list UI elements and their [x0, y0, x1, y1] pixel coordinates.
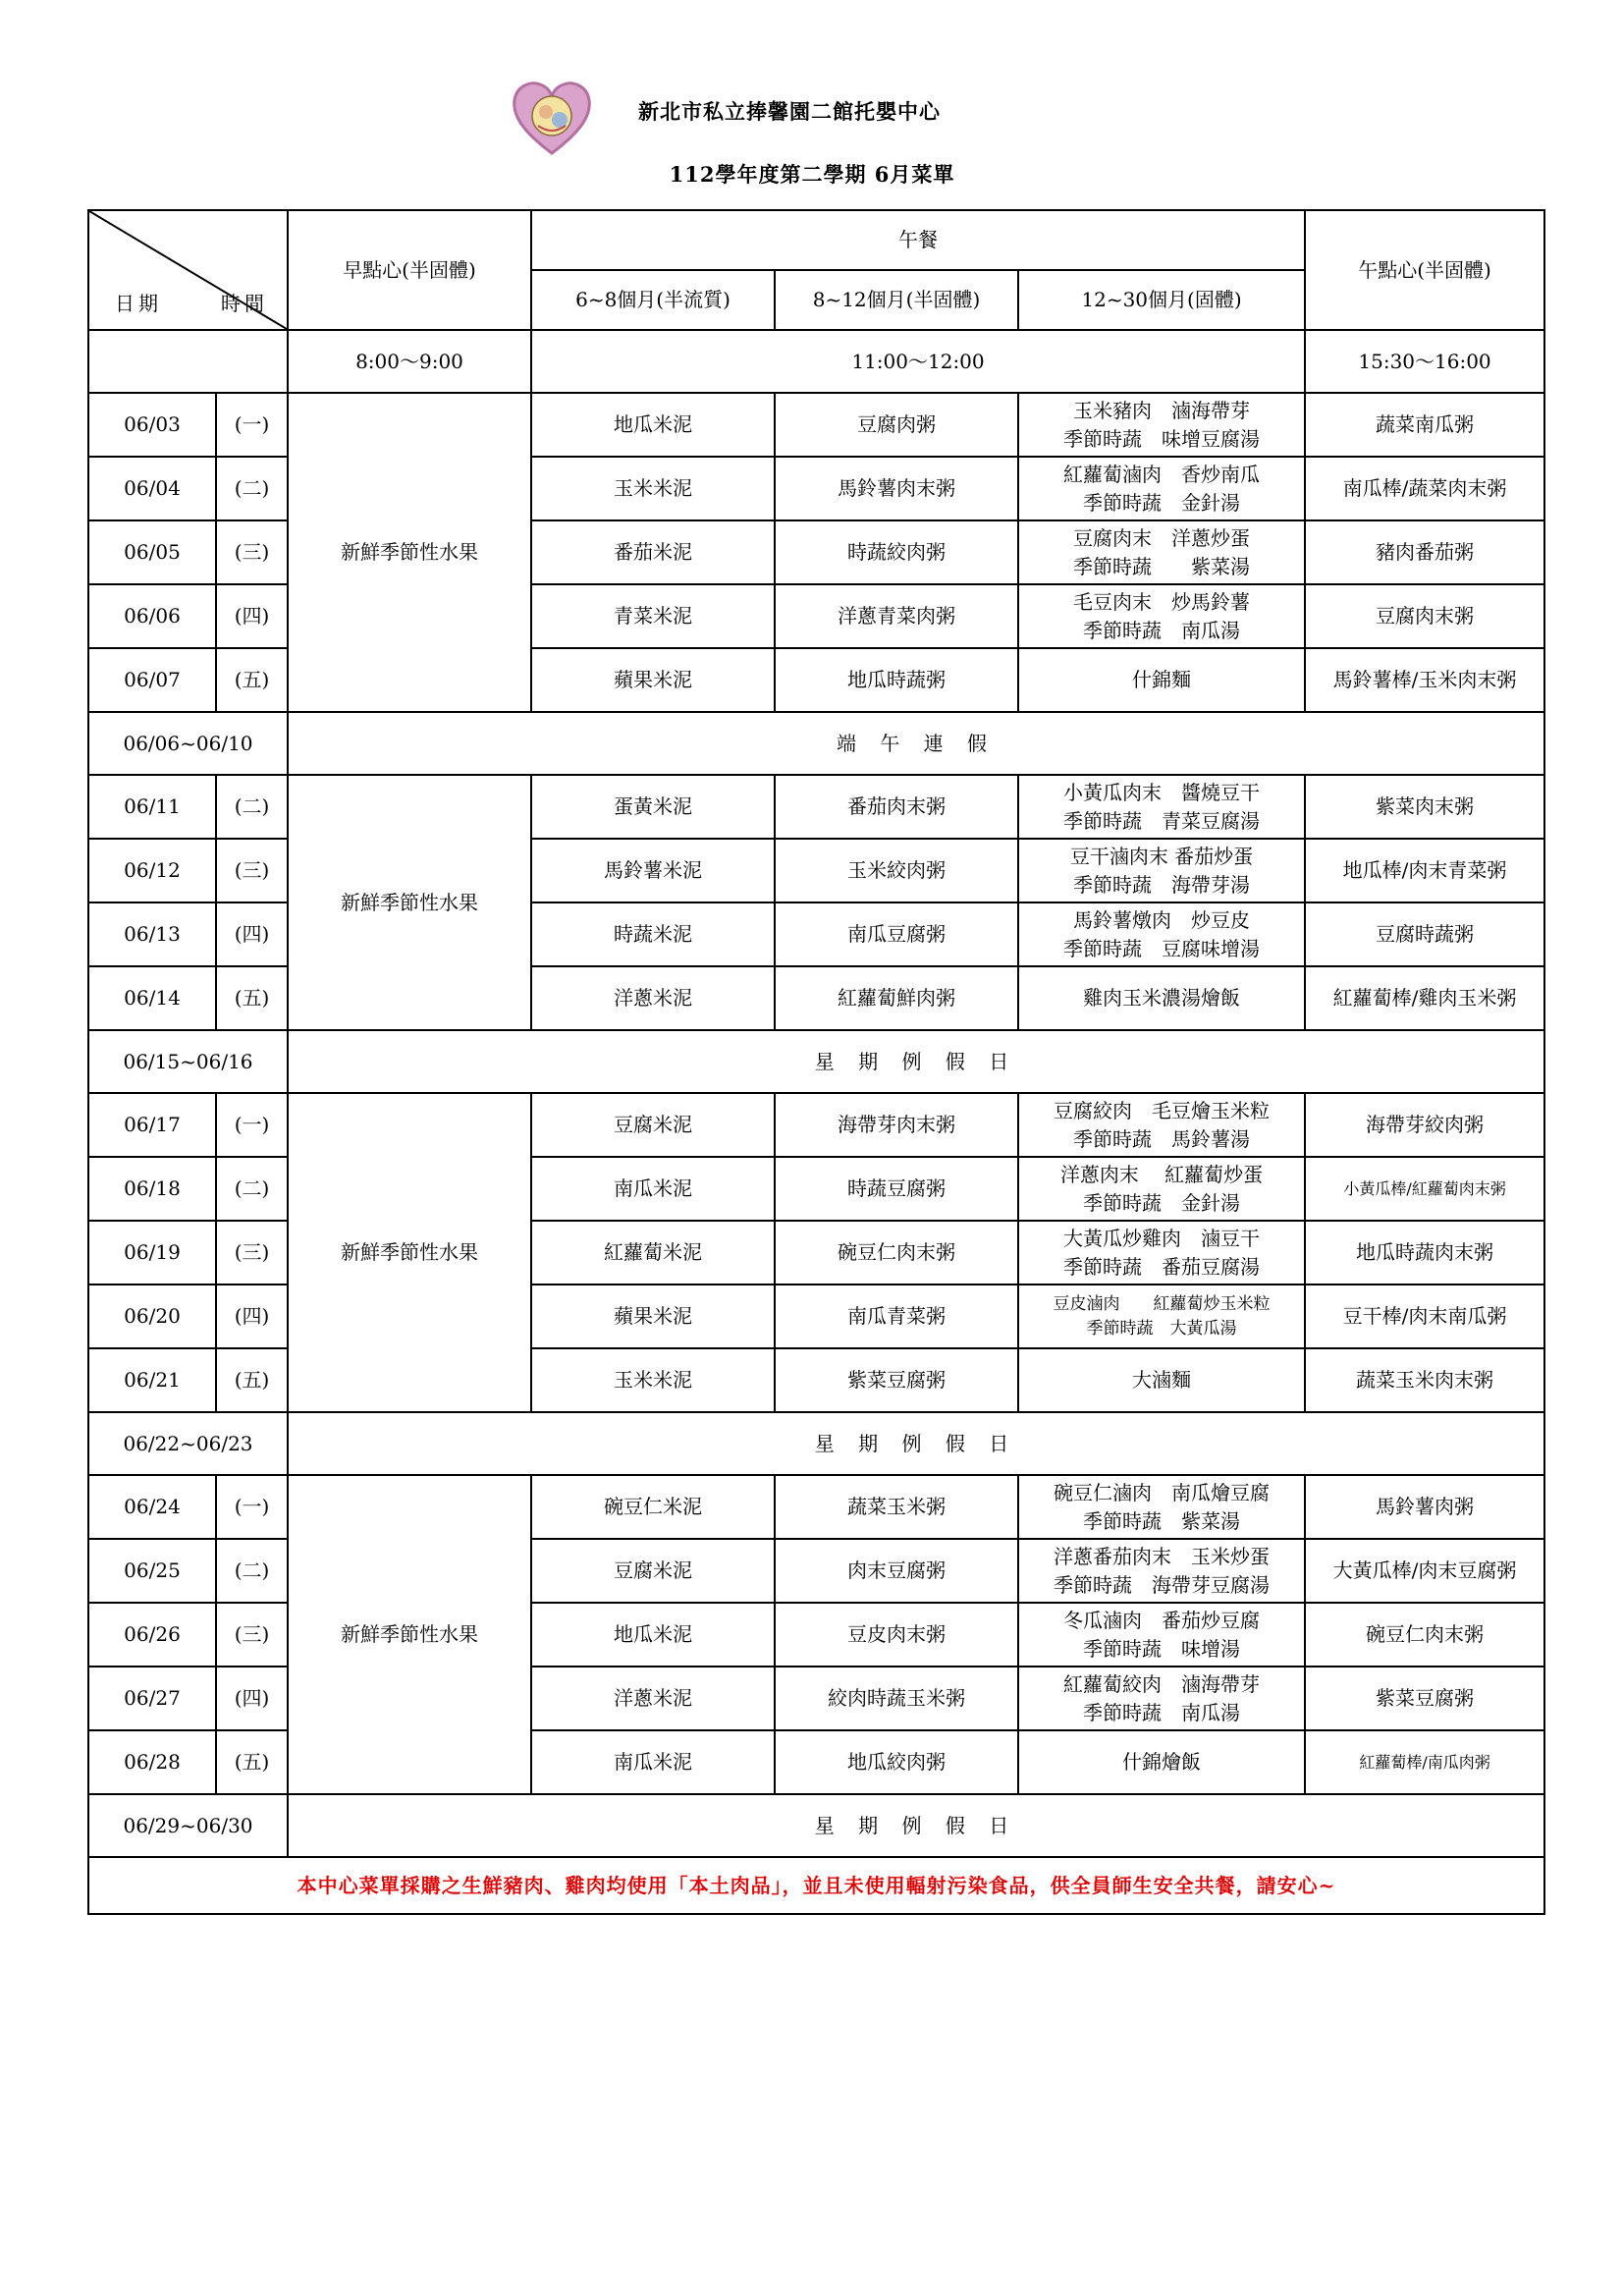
lunch-time: 11:00～12:00 [531, 330, 1305, 393]
lunch-header: 午餐 [531, 210, 1305, 270]
porridge-cell: 豆皮肉末粥 [775, 1603, 1018, 1667]
holiday-row [88, 1412, 1544, 1475]
date-cell: 06/17 [88, 1093, 216, 1157]
solid-meal-line-1: 雞肉玉米濃湯燴飯 [1083, 986, 1240, 1010]
holiday-dates: 06/15~06/16 [88, 1030, 288, 1093]
table-row [88, 393, 1544, 457]
weekday-cell: (一) [216, 1475, 288, 1539]
puree-cell: 蛋黃米泥 [531, 775, 775, 839]
solid-meal-line-2: 季節時蔬 海帶芽豆腐湯 [1054, 1572, 1270, 1597]
date-cell: 06/05 [88, 520, 216, 584]
date-label: 日期 [115, 292, 162, 315]
solid-meal-line-2: 季節時蔬 番茄豆腐湯 [1063, 1254, 1260, 1279]
footer-row [88, 1857, 1544, 1914]
puree-cell: 碗豆仁米泥 [531, 1475, 775, 1539]
weekday-cell: (三) [216, 839, 288, 902]
weekday-cell: (五) [216, 1348, 288, 1412]
date-cell: 06/14 [88, 966, 216, 1030]
breakfast-fruit-cell: 新鮮季節性水果 [288, 393, 531, 712]
solid-meal-line-2: 季節時蔬 青菜豆腐湯 [1063, 808, 1260, 833]
afternoon-header: 午點心(半固體) [1305, 210, 1544, 330]
porridge-cell: 洋蔥青菜肉粥 [775, 584, 1018, 648]
puree-cell: 豆腐米泥 [531, 1539, 775, 1603]
solid-meal-cell [1018, 393, 1305, 457]
weekday-cell: (五) [216, 966, 288, 1030]
afternoon-time: 15:30～16:00 [1305, 330, 1544, 393]
porridge-cell: 南瓜青菜粥 [775, 1285, 1018, 1348]
holiday-dates: 06/22~06/23 [88, 1412, 288, 1475]
solid-meal-line-1: 紅蘿蔔絞肉 滷海帶芽 [1063, 1671, 1260, 1696]
weekday-cell: (五) [216, 648, 288, 712]
afternoon-snack-cell: 蔬菜玉米肉末粥 [1305, 1348, 1544, 1412]
weekday-cell: (二) [216, 457, 288, 520]
afternoon-snack-cell: 紅蘿蔔棒/南瓜肉粥 [1305, 1730, 1544, 1794]
table-row [88, 1093, 1544, 1157]
puree-cell: 時蔬米泥 [531, 902, 775, 966]
afternoon-snack-cell: 豆干棒/肉末南瓜粥 [1305, 1285, 1544, 1348]
puree-cell: 地瓜米泥 [531, 393, 775, 457]
weekday-cell: (四) [216, 1667, 288, 1730]
afternoon-snack-cell: 小黃瓜棒/紅蘿蔔肉末粥 [1305, 1157, 1544, 1221]
solid-meal-cell [1018, 1285, 1305, 1348]
afternoon-snack-cell: 豆腐肉末粥 [1305, 584, 1544, 648]
porridge-cell: 紅蘿蔔鮮肉粥 [775, 966, 1018, 1030]
table-row [88, 1475, 1544, 1539]
solid-meal-cell [1018, 584, 1305, 648]
solid-meal-line-2: 季節時蔬 馬鈴薯湯 [1073, 1126, 1250, 1151]
solid-meal-line-2: 季節時蔬 金針湯 [1083, 490, 1240, 515]
weekday-cell: (二) [216, 775, 288, 839]
afternoon-snack-cell: 馬鈴薯肉粥 [1305, 1475, 1544, 1539]
solid-meal-line-2: 季節時蔬 味增豆腐湯 [1063, 426, 1260, 451]
porridge-cell: 南瓜豆腐粥 [775, 902, 1018, 966]
solid-meal-line-2: 季節時蔬 大黃瓜湯 [1086, 1318, 1237, 1339]
puree-cell: 玉米米泥 [531, 1348, 775, 1412]
age-8-12-header: 8~12個月(半固體) [775, 270, 1018, 330]
puree-cell: 紅蘿蔔米泥 [531, 1221, 775, 1285]
solid-meal-cell [1018, 775, 1305, 839]
date-cell: 06/21 [88, 1348, 216, 1412]
solid-meal-cell [1018, 457, 1305, 520]
porridge-cell: 時蔬絞肉粥 [775, 520, 1018, 584]
solid-meal-cell [1018, 520, 1305, 584]
date-cell: 06/19 [88, 1221, 216, 1285]
weekday-cell: (三) [216, 1221, 288, 1285]
porridge-cell: 地瓜絞肉粥 [775, 1730, 1018, 1794]
menu-table [87, 209, 1545, 1915]
solid-meal-line-2: 季節時蔬 豆腐味增湯 [1063, 936, 1260, 960]
afternoon-snack-cell: 大黃瓜棒/肉末豆腐粥 [1305, 1539, 1544, 1603]
solid-meal-line-2: 季節時蔬 味增湯 [1083, 1636, 1240, 1661]
solid-meal-line-1: 什錦燴飯 [1122, 1750, 1201, 1774]
afternoon-snack-cell: 紫菜豆腐粥 [1305, 1667, 1544, 1730]
afternoon-snack-cell: 豆腐時蔬粥 [1305, 902, 1544, 966]
breakfast-fruit-cell: 新鮮季節性水果 [288, 1475, 531, 1794]
solid-meal-line-1: 豆皮滷肉 紅蘿蔔炒玉米粒 [1053, 1293, 1271, 1314]
solid-meal-cell [1018, 1475, 1305, 1539]
porridge-cell: 蔬菜玉米粥 [775, 1475, 1018, 1539]
breakfast-header: 早點心(半固體) [288, 210, 531, 330]
porridge-cell: 玉米絞肉粥 [775, 839, 1018, 902]
date-cell: 06/04 [88, 457, 216, 520]
date-cell: 06/26 [88, 1603, 216, 1667]
weekday-cell: (二) [216, 1157, 288, 1221]
solid-meal-cell [1018, 1093, 1305, 1157]
weekday-cell: (三) [216, 520, 288, 584]
weekday-cell: (四) [216, 902, 288, 966]
solid-meal-cell [1018, 1730, 1305, 1794]
holiday-dates: 06/06~06/10 [88, 712, 288, 775]
solid-meal-cell [1018, 1348, 1305, 1412]
porridge-cell: 肉末豆腐粥 [775, 1539, 1018, 1603]
puree-cell: 南瓜米泥 [531, 1157, 775, 1221]
porridge-cell: 絞肉時蔬玉米粥 [775, 1667, 1018, 1730]
solid-meal-line-1: 冬瓜滷肉 番茄炒豆腐 [1063, 1608, 1260, 1632]
afternoon-snack-cell: 地瓜棒/肉末青菜粥 [1305, 839, 1544, 902]
puree-cell: 番茄米泥 [531, 520, 775, 584]
solid-meal-line-2: 季節時蔬 南瓜湯 [1083, 618, 1240, 642]
afternoon-snack-cell: 蔬菜南瓜粥 [1305, 393, 1544, 457]
solid-meal-line-1: 馬鈴薯燉肉 炒豆皮 [1073, 907, 1250, 932]
solid-meal-line-2: 季節時蔬 海帶芽湯 [1073, 872, 1250, 897]
breakfast-fruit-cell: 新鮮季節性水果 [288, 1093, 531, 1412]
date-cell: 06/18 [88, 1157, 216, 1221]
organization-name: 新北市私立捧馨園二館托嬰中心 [638, 99, 941, 124]
solid-meal-line-1: 豆腐肉末 洋蔥炒蛋 [1073, 525, 1250, 550]
solid-meal-cell [1018, 839, 1305, 902]
solid-meal-line-1: 紅蘿蔔滷肉 香炒南瓜 [1063, 462, 1260, 486]
age-6-8-header: 6~8個月(半流質) [531, 270, 775, 330]
puree-cell: 洋蔥米泥 [531, 1667, 775, 1730]
weekday-cell: (一) [216, 1093, 288, 1157]
afternoon-snack-cell: 馬鈴薯棒/玉米肉末粥 [1305, 648, 1544, 712]
porridge-cell: 紫菜豆腐粥 [775, 1348, 1018, 1412]
date-cell: 06/25 [88, 1539, 216, 1603]
afternoon-snack-cell: 豬肉番茄粥 [1305, 520, 1544, 584]
weekday-cell: (一) [216, 393, 288, 457]
solid-meal-cell [1018, 648, 1305, 712]
puree-cell: 蘋果米泥 [531, 648, 775, 712]
solid-meal-cell [1018, 1221, 1305, 1285]
puree-cell: 蘋果米泥 [531, 1285, 775, 1348]
solid-meal-line-2: 季節時蔬 南瓜湯 [1083, 1700, 1240, 1724]
solid-meal-line-2: 季節時蔬 金針湯 [1083, 1190, 1240, 1215]
date-cell: 06/11 [88, 775, 216, 839]
weekday-cell: (四) [216, 584, 288, 648]
date-cell: 06/20 [88, 1285, 216, 1348]
holiday-label: 星 期 例 假 日 [288, 1794, 1544, 1857]
solid-meal-cell [1018, 1667, 1305, 1730]
puree-cell: 洋蔥米泥 [531, 966, 775, 1030]
puree-cell: 豆腐米泥 [531, 1093, 775, 1157]
date-cell: 06/13 [88, 902, 216, 966]
porridge-cell: 地瓜時蔬粥 [775, 648, 1018, 712]
date-cell: 06/06 [88, 584, 216, 648]
table-row [88, 775, 1544, 839]
date-cell: 06/28 [88, 1730, 216, 1794]
weekday-cell: (三) [216, 1603, 288, 1667]
solid-meal-line-1: 毛豆肉末 炒馬鈴薯 [1073, 589, 1250, 614]
puree-cell: 玉米米泥 [531, 457, 775, 520]
solid-meal-cell [1018, 966, 1305, 1030]
solid-meal-line-1: 什錦麵 [1132, 668, 1191, 691]
puree-cell: 地瓜米泥 [531, 1603, 775, 1667]
puree-cell: 馬鈴薯米泥 [531, 839, 775, 902]
solid-meal-line-1: 碗豆仁滷肉 南瓜燴豆腐 [1054, 1480, 1270, 1504]
solid-meal-line-1: 大黃瓜炒雞肉 滷豆干 [1063, 1226, 1260, 1250]
afternoon-snack-cell: 南瓜棒/蔬菜肉末粥 [1305, 457, 1544, 520]
puree-cell: 南瓜米泥 [531, 1730, 775, 1794]
date-time-header [88, 210, 288, 330]
solid-meal-cell [1018, 1157, 1305, 1221]
porridge-cell: 時蔬豆腐粥 [775, 1157, 1018, 1221]
solid-meal-cell [1018, 1539, 1305, 1603]
solid-meal-line-1: 小黃瓜肉末 醬燒豆干 [1063, 780, 1260, 804]
holiday-label: 星 期 例 假 日 [288, 1030, 1544, 1093]
date-cell: 06/12 [88, 839, 216, 902]
solid-meal-cell [1018, 1603, 1305, 1667]
porridge-cell: 碗豆仁肉末粥 [775, 1221, 1018, 1285]
puree-cell: 青菜米泥 [531, 584, 775, 648]
solid-meal-line-1: 玉米豬肉 滷海帶芽 [1073, 398, 1250, 422]
solid-meal-line-1: 洋蔥肉末 紅蘿蔔炒蛋 [1059, 1162, 1264, 1186]
solid-meal-line-1: 洋蔥番茄肉末 玉米炒蛋 [1054, 1544, 1270, 1568]
weekday-cell: (五) [216, 1730, 288, 1794]
holiday-label: 星 期 例 假 日 [288, 1412, 1544, 1475]
holiday-row [88, 712, 1544, 775]
date-cell: 06/03 [88, 393, 216, 457]
porridge-cell: 番茄肉末粥 [775, 775, 1018, 839]
afternoon-snack-cell: 紫菜肉末粥 [1305, 775, 1544, 839]
footer-note: 本中心菜單採購之生鮮豬肉、雞肉均使用「本土肉品」，並且未使用輻射污染食品，供全員師生安全共餐，請安心~ [88, 1857, 1544, 1914]
porridge-cell: 馬鈴薯肉末粥 [775, 457, 1018, 520]
afternoon-snack-cell: 碗豆仁肉末粥 [1305, 1603, 1544, 1667]
breakfast-time: 8:00～9:00 [288, 330, 531, 393]
afternoon-snack-cell: 紅蘿蔔棒/雞肉玉米粥 [1305, 966, 1544, 1030]
porridge-cell: 海帶芽肉末粥 [775, 1093, 1018, 1157]
holiday-row [88, 1030, 1544, 1093]
solid-meal-line-2: 季節時蔬 紫菜湯 [1073, 554, 1250, 578]
afternoon-snack-cell: 地瓜時蔬肉末粥 [1305, 1221, 1544, 1285]
porridge-cell: 豆腐肉粥 [775, 393, 1018, 457]
heart-logo-icon [511, 79, 593, 157]
solid-meal-line-1: 豆干滷肉末 番茄炒蛋 [1069, 844, 1254, 868]
afternoon-snack-cell: 海帶芽絞肉粥 [1305, 1093, 1544, 1157]
page-title: 112學年度第二學期 6月菜單 [669, 162, 955, 187]
solid-meal-line-1: 大滷麵 [1132, 1368, 1191, 1392]
holiday-row [88, 1794, 1544, 1857]
date-cell: 06/27 [88, 1667, 216, 1730]
date-cell: 06/24 [88, 1475, 216, 1539]
solid-meal-line-2: 季節時蔬 紫菜湯 [1083, 1508, 1240, 1533]
age-12-30-header: 12~30個月(固體) [1018, 270, 1305, 330]
weekday-cell: (二) [216, 1539, 288, 1603]
holiday-label: 端 午 連 假 [288, 712, 1544, 775]
holiday-dates: 06/29~06/30 [88, 1794, 288, 1857]
time-label: 時間 [221, 292, 268, 315]
solid-meal-cell [1018, 902, 1305, 966]
breakfast-fruit-cell: 新鮮季節性水果 [288, 775, 531, 1030]
weekday-cell: (四) [216, 1285, 288, 1348]
date-cell: 06/07 [88, 648, 216, 712]
solid-meal-line-1: 豆腐絞肉 毛豆燴玉米粒 [1054, 1098, 1270, 1122]
